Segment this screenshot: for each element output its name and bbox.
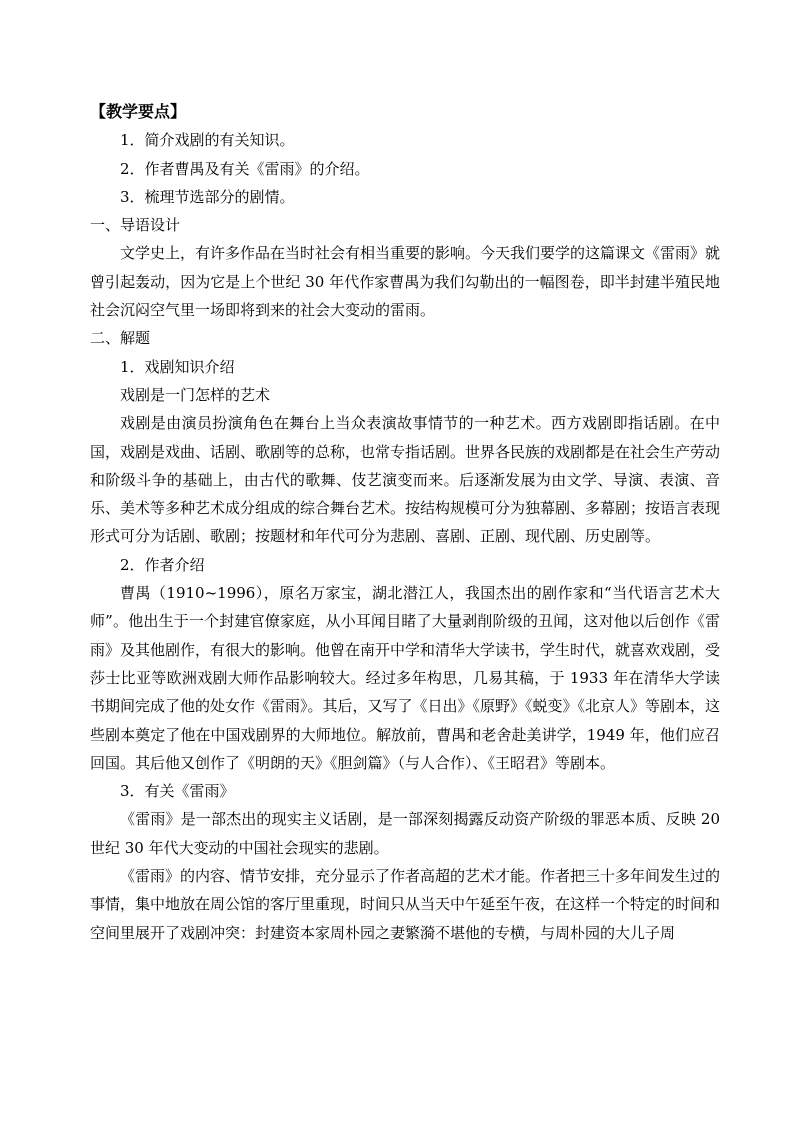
teaching-point-item-3: 3．梳理节选部分的剧情。	[120, 187, 295, 206]
subsection-author-title: 2．作者介绍	[120, 555, 205, 574]
subsection-author-paragraph: 曹禺（1910~1996），原名万家宝，湖北潜江人，我国杰出的剧作家和“当代语言艺术大师”。他出生于一个封建官僚家庭，从小耳闻目睹了大量剥削阶级的丑闻，这对他以后创作《雷雨》及其他剧作，有很大的影响。他曾在南开中学和清华大学读书，学生时代，就喜欢戏剧，受莎士比亚等欧洲戏剧大师作品影响较大。经过多年构思，几易其稿，于 1933 年在清华大学读书期间完成了他的处女作《雷雨》。其后，又写了《日出》《原野》《蜕变》《北京人》等剧本，这些剧本奠定了他在中国戏剧界的大师地位。解放前，曹禺和老舍赴美讲学，1949 年，他们应召回国。其后他又创作了《明朗的天》《胆剑篇》（与人合作）、《王昭君》等剧本。	[90, 584, 721, 772]
teaching-point-item-1: 1．简介戏剧的有关知识。	[120, 131, 295, 150]
document-page	[90, 98, 720, 947]
section-explain-title: 二、解题	[90, 329, 151, 348]
subsection-leiyu-title: 3．有关《雷雨》	[120, 782, 235, 801]
subsection-leiyu-paragraph-2: 《雷雨》的内容、情节安排，充分显示了作者高超的艺术才能。作者把三十多年间发生过的事情，集中地放在周公馆的客厅里重现，时间只从当天中午延至午夜，在这样一个特定的时间和空间里展开了戏剧冲突：封建资本家周朴园之妻繁漪不堪他的专横，与周朴园的大儿子周	[90, 867, 721, 942]
subsection-drama-question: 戏剧是一门怎样的艺术	[120, 385, 271, 404]
section-intro-paragraph: 文学史上，有许多作品在当时社会有相当重要的影响。今天我们要学的这篇课文《雷雨》就曾引起轰动，因为它是上个世纪 30 年代作家曹禺为我们勾勒出的一幅图卷，即半封建半殖民地社会沉闷空气里一场即将到来的社会大变动的雷雨。	[90, 244, 721, 320]
subsection-drama-paragraph: 戏剧是由演员扮演角色在舞台上当众表演故事情节的一种艺术。西方戏剧即指话剧。在中国，戏剧是戏曲、话剧、歌剧等的总称，也常专指话剧。世界各民族的戏剧都是在社会生产劳动和阶级斗争的基础上，由古代的歌舞、伎艺演变而来。后逐渐发展为由文学、导演、表演、音乐、美术等多种艺术成分组成的综合舞台艺术。按结构规模可分为独幕剧、多幕剧；按语言表现形式可分为话剧、歌剧；按题材和年代可分为悲剧、喜剧、正剧、现代剧、历史剧等。	[90, 414, 721, 546]
section-intro-title: 一、导语设计	[90, 216, 181, 235]
subsection-drama-title: 1．戏剧知识介绍	[120, 357, 235, 376]
subsection-leiyu-paragraph-1: 《雷雨》是一部杰出的现实主义话剧，是一部深刻揭露反动资产阶级的罪恶本质、反映 20 世纪 30 年代大变动的中国社会现实的悲剧。	[90, 810, 720, 857]
teaching-points-heading: 【教学要点】	[90, 102, 187, 121]
teaching-point-item-2: 2．作者曹禺及有关《雷雨》的介绍。	[120, 159, 370, 178]
